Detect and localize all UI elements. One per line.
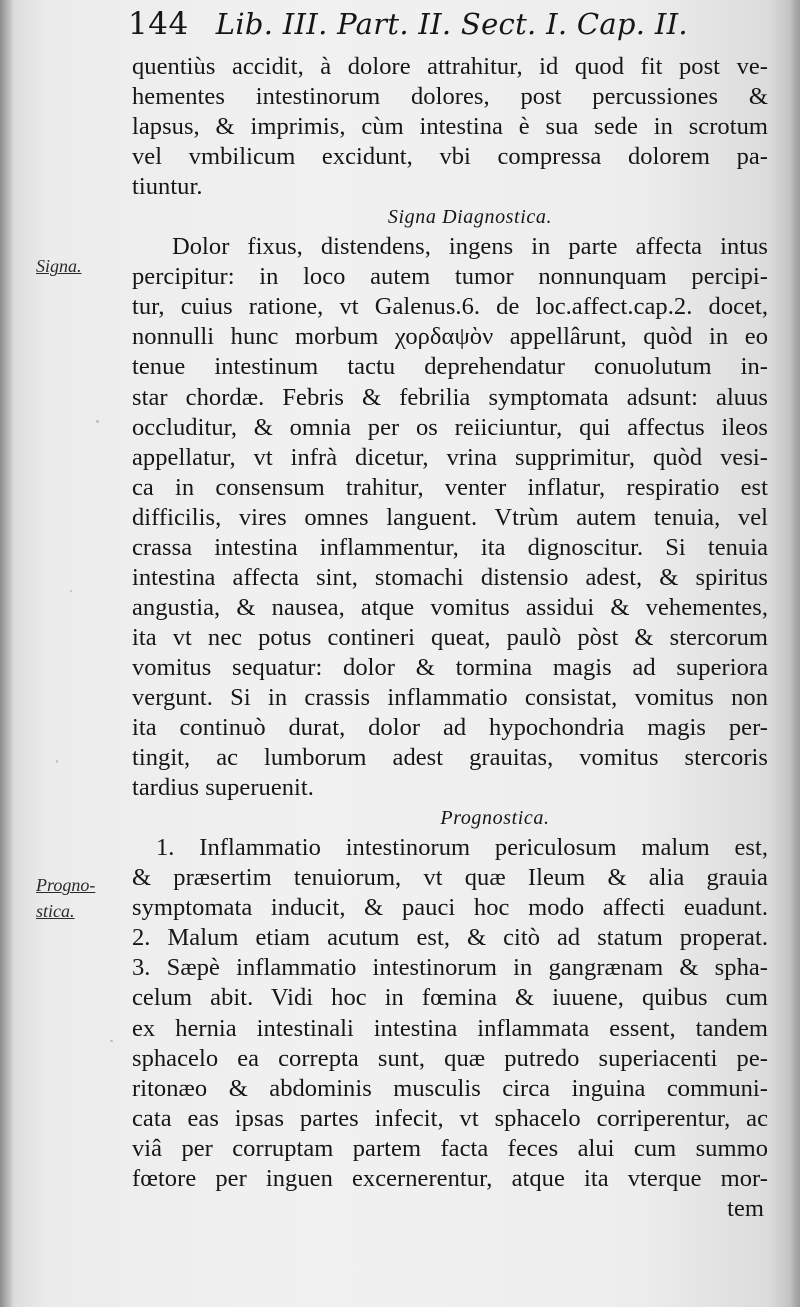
text-line: celum abit. Vidi hoc in fœmina & iuuene, quibus cum	[132, 984, 768, 1012]
page-header	[128, 6, 768, 46]
text-line: sphacelo ea correpta sunt, quæ putredo superiacenti pe-	[132, 1044, 768, 1072]
section-heading-signa-diagnostica: Signa Diagnostica.	[387, 206, 553, 229]
paper-speck	[96, 420, 99, 423]
text-line: ex hernia intestinali intestina inflammata essent, tandem	[132, 1014, 768, 1042]
text-line: hementes intestinorum dolores, post percussiones &	[132, 83, 768, 111]
page-number: 144	[128, 6, 189, 42]
text-line: & præsertim tenuiorum, vt quæ Ileum & alia grauia	[132, 864, 768, 892]
page-edge-shadow	[0, 0, 14, 1307]
margin-note-line: Progno-	[36, 875, 96, 895]
text-line: ca in consensum trahitur, venter inflatur, respiratio est	[132, 473, 768, 501]
text-line: angustia, & nausea, atque vomitus assidui & vehementes,	[132, 593, 768, 621]
running-head: Lib. III. Part. II. Sect. I. Cap. II.	[215, 7, 688, 41]
margin-note-line: stica.	[36, 901, 75, 921]
text-line: tardius superuenit.	[132, 774, 314, 802]
text-line: vel vmbilicum excidunt, vbi compressa dolorem pa-	[132, 143, 768, 171]
text-line: ita vt nec potus contineri queat, paulò pòst & stercorum	[132, 623, 768, 651]
paper-speck	[56, 760, 58, 763]
text-line: ritonæo & abdominis musculis circa inguina communi-	[132, 1074, 768, 1102]
text-line: lapsus, & imprimis, cùm intestina è sua sede in scrotum	[132, 113, 768, 141]
page-edge-shadow	[790, 0, 800, 1307]
text-line: symptomata inducit, & pauci hoc modo affecti euadunt.	[132, 894, 768, 922]
text-line: quentiùs accidit, à dolore attrahitur, id quod fit post ve-	[132, 53, 768, 80]
text-line: tur, cuius ratione, vt Galenus.6. de loc.affect.cap.2. docet,	[132, 293, 768, 321]
text-line: difficilis, vires omnes languent. Vtrùm autem tenuia, vel	[132, 503, 768, 531]
text-line: crassa intestina inflammentur, ita dignoscitur. Si tenuia	[132, 533, 768, 561]
text-line: appellatur, vt infrà dicetur, vrina supprimitur, quòd vesi-	[132, 443, 768, 471]
text-line: fœtore per inguen excernerentur, atque ita vterque mor-	[132, 1164, 768, 1192]
text-line: 3. Sæpè inflammatio intestinorum in gangrænam & spha-	[132, 954, 768, 982]
text-line: tenue intestinum tactu deprehendatur conuolutum in-	[132, 353, 768, 381]
text-line: nonnulli hunc morbum χορδαψὸν appellârunt, quòd in eo	[132, 323, 768, 351]
text-line: Dolor fixus, distendens, ingens in parte affecta intus	[172, 233, 768, 261]
catchword: tem	[727, 1194, 764, 1222]
text-line: star chordæ. Febris & febrilia symptomata adsunt: aluus	[132, 383, 768, 411]
margin-note-signa: Signa.	[36, 256, 82, 276]
margin-note-prognostica	[36, 872, 95, 924]
text-line: percipitur: in loco autem tumor nonnunquam percipi-	[132, 263, 768, 291]
text-line: vomitus sequatur: dolor & tormina magis ad superiora	[132, 653, 768, 681]
text-line: viâ per corruptam partem facta feces alui cum summo	[132, 1134, 768, 1162]
paper-speck	[110, 1040, 113, 1042]
text-line: ita continuò durat, dolor ad hypochondria magis per-	[132, 714, 768, 742]
text-line: tiuntur.	[132, 173, 203, 201]
section-heading-prognostica: Prognostica.	[440, 807, 550, 830]
paper-speck	[70, 590, 72, 592]
body-text	[132, 52, 768, 1224]
text-line: 1. Inflammatio intestinorum periculosum malum est,	[156, 834, 768, 862]
text-line: vergunt. Si in crassis inflammatio consistat, vomitus non	[132, 683, 768, 711]
text-line: 2. Malum etiam acutum est, & citò ad statum properat.	[132, 924, 768, 952]
text-line: intestina affecta sint, stomachi distensio adest, & spiritus	[132, 563, 768, 591]
text-line: tingit, ac lumborum adest grauitas, vomitus stercoris	[132, 744, 768, 772]
text-line: cata eas ipsas partes infecit, vt sphacelo corriperentur, ac	[132, 1104, 768, 1132]
text-line: occluditur, & omnia per os reiiciuntur, qui affectus ileos	[132, 413, 768, 441]
